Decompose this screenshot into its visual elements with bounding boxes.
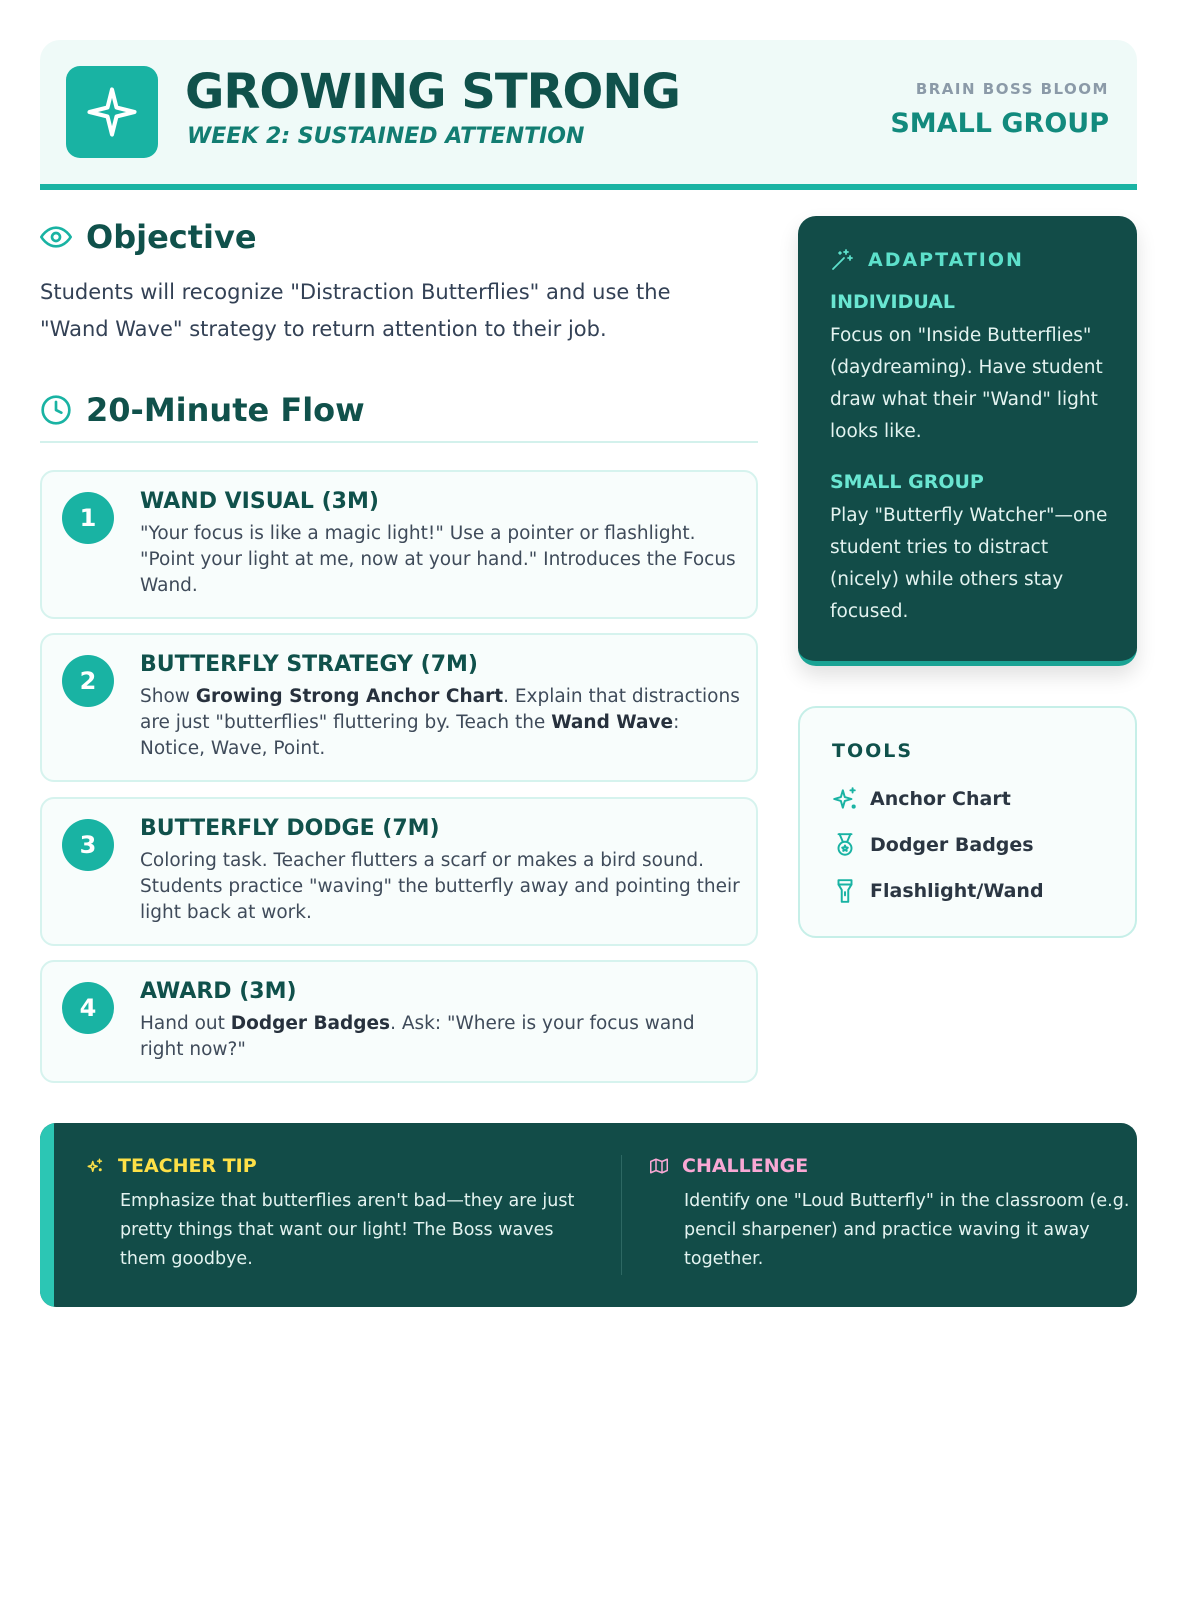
sparkle-small-icon (86, 1157, 104, 1175)
challenge-text: Identify one "Loud Butterfly" in the classroom (e.g. pencil sharpener) and practice waving it away together. (684, 1191, 1130, 1269)
step-body-text: . Explain that distractions are just "butterflies" fluttering by. Teach the (140, 686, 740, 733)
step-title: AWARD (3M) (140, 979, 297, 1004)
logo (66, 66, 158, 158)
step-body-emphasis: Dodger Badges (230, 1013, 391, 1034)
step-title: BUTTERFLY DODGE (7M) (140, 816, 440, 841)
step-number: 1 (62, 492, 114, 544)
flow-heading-label: 20-Minute Flow (86, 391, 365, 429)
challenge (650, 1155, 1137, 1274)
footer-banner (40, 1123, 1137, 1307)
adaptation-card (798, 216, 1137, 666)
challenge-heading (650, 1155, 1137, 1177)
step-body (140, 848, 740, 926)
flow-heading (40, 391, 365, 429)
adaptation-group-text: Play "Butterfly Watcher"—one student tries to distract (nicely) while others stay focused. (830, 505, 1108, 622)
step-card (40, 633, 758, 782)
teacher-tip-heading (86, 1155, 575, 1177)
tool-item-anchor-chart (832, 786, 1011, 812)
objective-heading-label: Objective (86, 218, 257, 256)
step-title: BUTTERFLY STRATEGY (7M) (140, 652, 478, 677)
sparkles-icon (832, 786, 858, 812)
step-number: 2 (62, 655, 114, 707)
adaptation-heading (830, 248, 1024, 272)
step-card (40, 470, 758, 619)
step-body-text: Hand out (140, 1013, 231, 1034)
step-body (140, 1011, 740, 1063)
step-body (140, 521, 740, 599)
step-body-text: Show (140, 686, 196, 707)
sparkle-icon (85, 85, 139, 139)
step-body-text: . Ask: "Where is your focus wand right now?" (140, 1013, 695, 1060)
adaptation-individual-text: Focus on "Inside Butterflies" (daydreaming). Have student draw what their "Wand" light looks like. (830, 325, 1103, 442)
flashlight-icon (832, 878, 858, 904)
map-icon (650, 1157, 668, 1175)
tools-card (798, 706, 1137, 938)
group-label: SMALL GROUP (890, 108, 1109, 139)
objective-text: Students will recognize "Distraction Butterflies" and use the "Wand Wave" strategy to return attention to their job. (40, 280, 671, 341)
teacher-tip (86, 1155, 575, 1274)
footer-accent-bar (40, 1123, 54, 1307)
page-subtitle: WEEK 2: SUSTAINED ATTENTION (187, 124, 585, 149)
step-title: WAND VISUAL (3M) (140, 489, 379, 514)
tool-label: Dodger Badges (870, 834, 1034, 856)
step-card (40, 960, 758, 1083)
step-number: 3 (62, 819, 114, 871)
step-body-emphasis: Growing Strong Anchor Chart (195, 686, 504, 707)
teacher-tip-text: Emphasize that butterflies aren't bad—they are just pretty things that want our light! The Boss waves them goodbye. (120, 1191, 575, 1269)
step-number: 4 (62, 982, 114, 1034)
challenge-label: CHALLENGE (682, 1155, 809, 1177)
tool-item-flashlight (832, 878, 1044, 904)
objective-heading (40, 218, 257, 256)
step-body-text: Coloring task. Teacher flutters a scarf or makes a bird sound. Students practice "waving" the butterfly away and pointing their light back at work. (140, 850, 740, 923)
flow-divider (40, 441, 758, 443)
tool-item-dodger-badges (832, 832, 1034, 858)
step-card (40, 797, 758, 946)
clock-icon (40, 394, 72, 426)
tools-heading: TOOLS (832, 740, 914, 762)
adaptation-individual-label: INDIVIDUAL (830, 291, 956, 313)
tool-label: Anchor Chart (870, 788, 1011, 810)
step-body-text: : Notice, Wave, Point. (140, 712, 680, 759)
tool-label: Flashlight/Wand (870, 880, 1044, 902)
adaptation-heading-label: ADAPTATION (868, 249, 1024, 271)
page-header (40, 40, 1137, 190)
page-title: GROWING STRONG (185, 64, 680, 120)
step-body-text: "Your focus is like a magic light!" Use a pointer or flashlight. "Point your light at me, now at your hand." Introduces the Focus Wand. (140, 523, 736, 596)
adaptation-group-label: SMALL GROUP (830, 471, 984, 493)
magic-wand-icon (830, 248, 854, 272)
eye-icon (40, 221, 72, 253)
medal-icon (832, 832, 858, 858)
brand-label: BRAIN BOSS BLOOM (915, 80, 1109, 98)
step-body-emphasis: Wand Wave (551, 712, 674, 733)
teacher-tip-label: TEACHER TIP (118, 1155, 257, 1177)
step-body (140, 684, 740, 762)
footer-divider (621, 1155, 622, 1275)
